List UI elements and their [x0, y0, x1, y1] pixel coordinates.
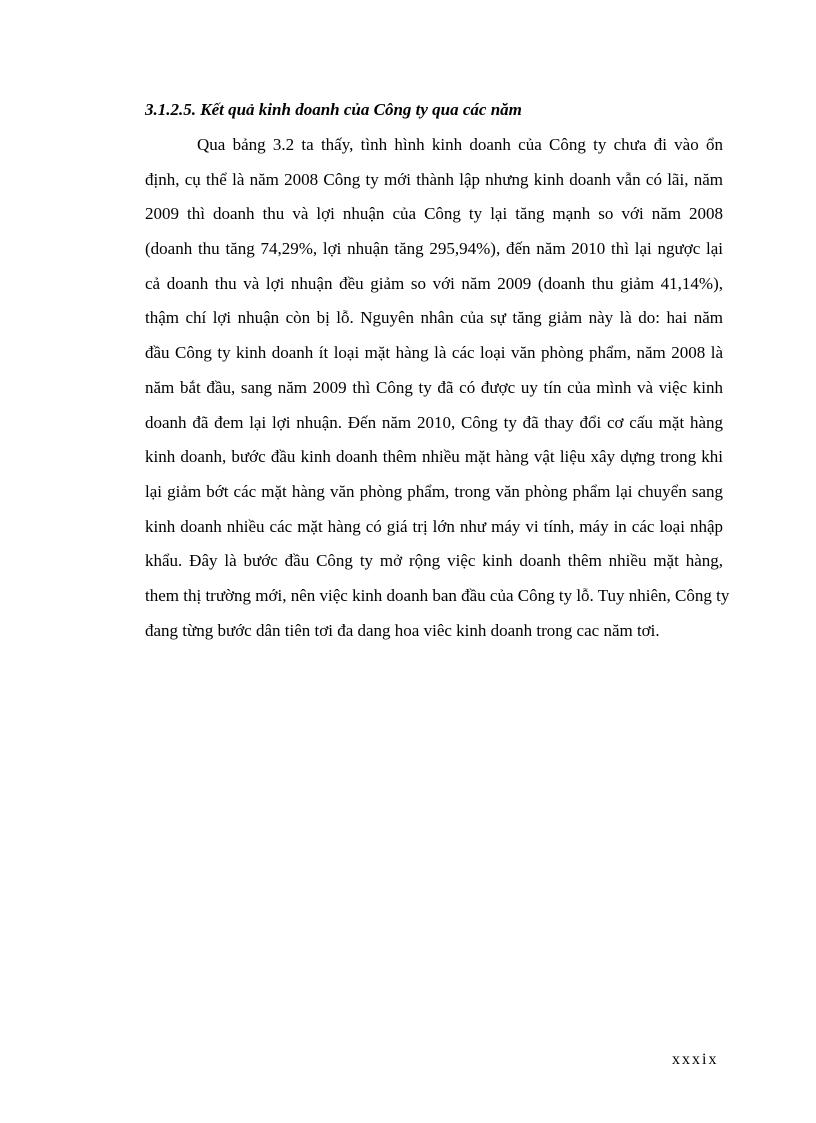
- paragraph-line: đang từng bước dân tiên tơi đa dang hoa viêc kinh doanh trong cac năm tơi.: [145, 620, 660, 640]
- section-heading: 3.1.2.5. Kết quả kinh doanh của Công ty qua các năm: [145, 100, 522, 119]
- paragraph-line: kinh doanh nhiều các mặt hàng có giá trị lớn như máy vi tính, máy in các loại nhập: [145, 516, 723, 536]
- paragraph-line: thậm chí lợi nhuận còn bị lỗ. Nguyên nhân của sự tăng giảm này là do: hai năm: [145, 308, 723, 328]
- paragraph-line: năm bắt đầu, sang năm 2009 thì Công ty đã có được uy tín của mình và việc kinh: [145, 377, 723, 397]
- paragraph-line: them thị trường mới, nên việc kinh doanh ban đầu của Công ty lỗ. Tuy nhiên, Công ty: [145, 585, 730, 605]
- page-number: xxxix: [672, 1051, 719, 1068]
- paragraph-line: đầu Công ty kinh doanh ít loại mặt hàng là các loại văn phòng phẩm, năm 2008 là: [145, 343, 723, 363]
- paragraph-line: Qua bảng 3.2 ta thấy, tình hình kinh doanh của Công ty chưa đi vào ổn: [197, 135, 723, 154]
- paragraph-line: doanh đã đem lại lợi nhuận. Đến năm 2010, Công ty đã thay đổi cơ cấu mặt hàng: [145, 412, 723, 432]
- paragraph-line: 2009 thì doanh thu và lợi nhuận của Công ty lại tăng mạnh so với năm 2008: [145, 204, 723, 224]
- paragraph-line: (doanh thu tăng 74,29%, lợi nhuận tăng 295,94%), đến năm 2010 thì lại ngược lại: [145, 239, 723, 259]
- paragraph-line: cả doanh thu và lợi nhuận đều giảm so với năm 2009 (doanh thu giảm 41,14%),: [145, 273, 723, 293]
- paragraph-line: kinh doanh, bước đầu kinh doanh thêm nhiều mặt hàng vật liệu xây dựng trong khi: [145, 447, 723, 467]
- body-paragraph: [145, 128, 730, 648]
- paragraph-line: khẩu. Đây là bước đầu Công ty mở rộng việc kinh doanh thêm nhiều mặt hàng,: [145, 551, 723, 571]
- paragraph-line: lại giảm bớt các mặt hàng văn phòng phẩm, trong văn phòng phẩm lại chuyển sang: [145, 481, 723, 501]
- paragraph-line: định, cụ thể là năm 2008 Công ty mới thành lập nhưng kinh doanh vẫn có lãi, năm: [145, 169, 723, 189]
